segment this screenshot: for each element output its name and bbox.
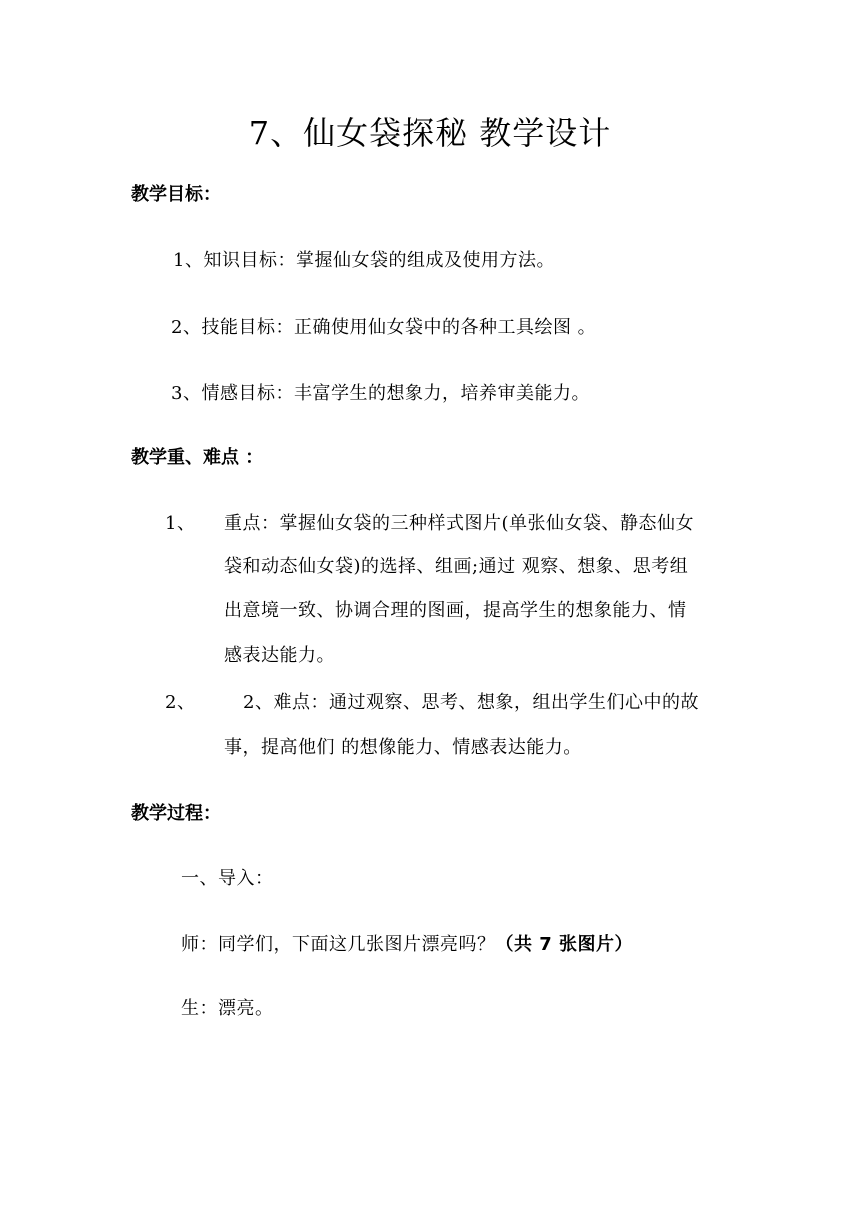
student-line: 生：漂亮。 xyxy=(181,998,274,1019)
key-point-number-1: 1、 xyxy=(165,513,196,534)
process-heading: 教学过程： xyxy=(131,803,221,824)
teacher-question: 师：同学们，下面这几张图片漂亮吗？ xyxy=(181,934,496,955)
key-point-1-line-3: 出意境一致、协调合理的图画，提高学生的想象能力、情 xyxy=(224,600,687,621)
objective-item-skill: 2、技能目标：正确使用仙女袋中的各种工具绘图 。 xyxy=(171,317,597,338)
objective-item-emotion: 3、情感目标：丰富学生的想象力，培养审美能力。 xyxy=(171,383,590,404)
key-point-2-line-2: 事，提高他们 的想像能力、情感表达能力。 xyxy=(224,737,582,758)
key-points-heading: 教学重、难点 ： xyxy=(131,447,264,468)
objective-item-knowledge: 1、知识目标：掌握仙女袋的组成及使用方法。 xyxy=(173,250,555,271)
key-point-1-line-4: 感表达能力。 xyxy=(224,645,335,666)
document-title: 7、仙女袋探秘 教学设计 xyxy=(248,114,612,152)
objectives-heading: 教学目标： xyxy=(131,184,221,205)
key-point-1-line-1: 重点：掌握仙女袋的三种样式图片(单张仙女袋、静态仙女 xyxy=(224,513,695,534)
teacher-line xyxy=(181,930,633,956)
teacher-note: （共 7 张图片） xyxy=(495,934,634,955)
process-step-intro: 一、导入： xyxy=(181,868,274,889)
key-point-2-line-1: 2、难点：通过观察、思考、想象，组出学生们心中的故 xyxy=(243,692,699,713)
key-point-1-line-2: 袋和动态仙女袋)的选择、组画;通过 观察、想象、思考组 xyxy=(224,556,689,577)
key-point-number-2: 2、 xyxy=(165,692,196,713)
